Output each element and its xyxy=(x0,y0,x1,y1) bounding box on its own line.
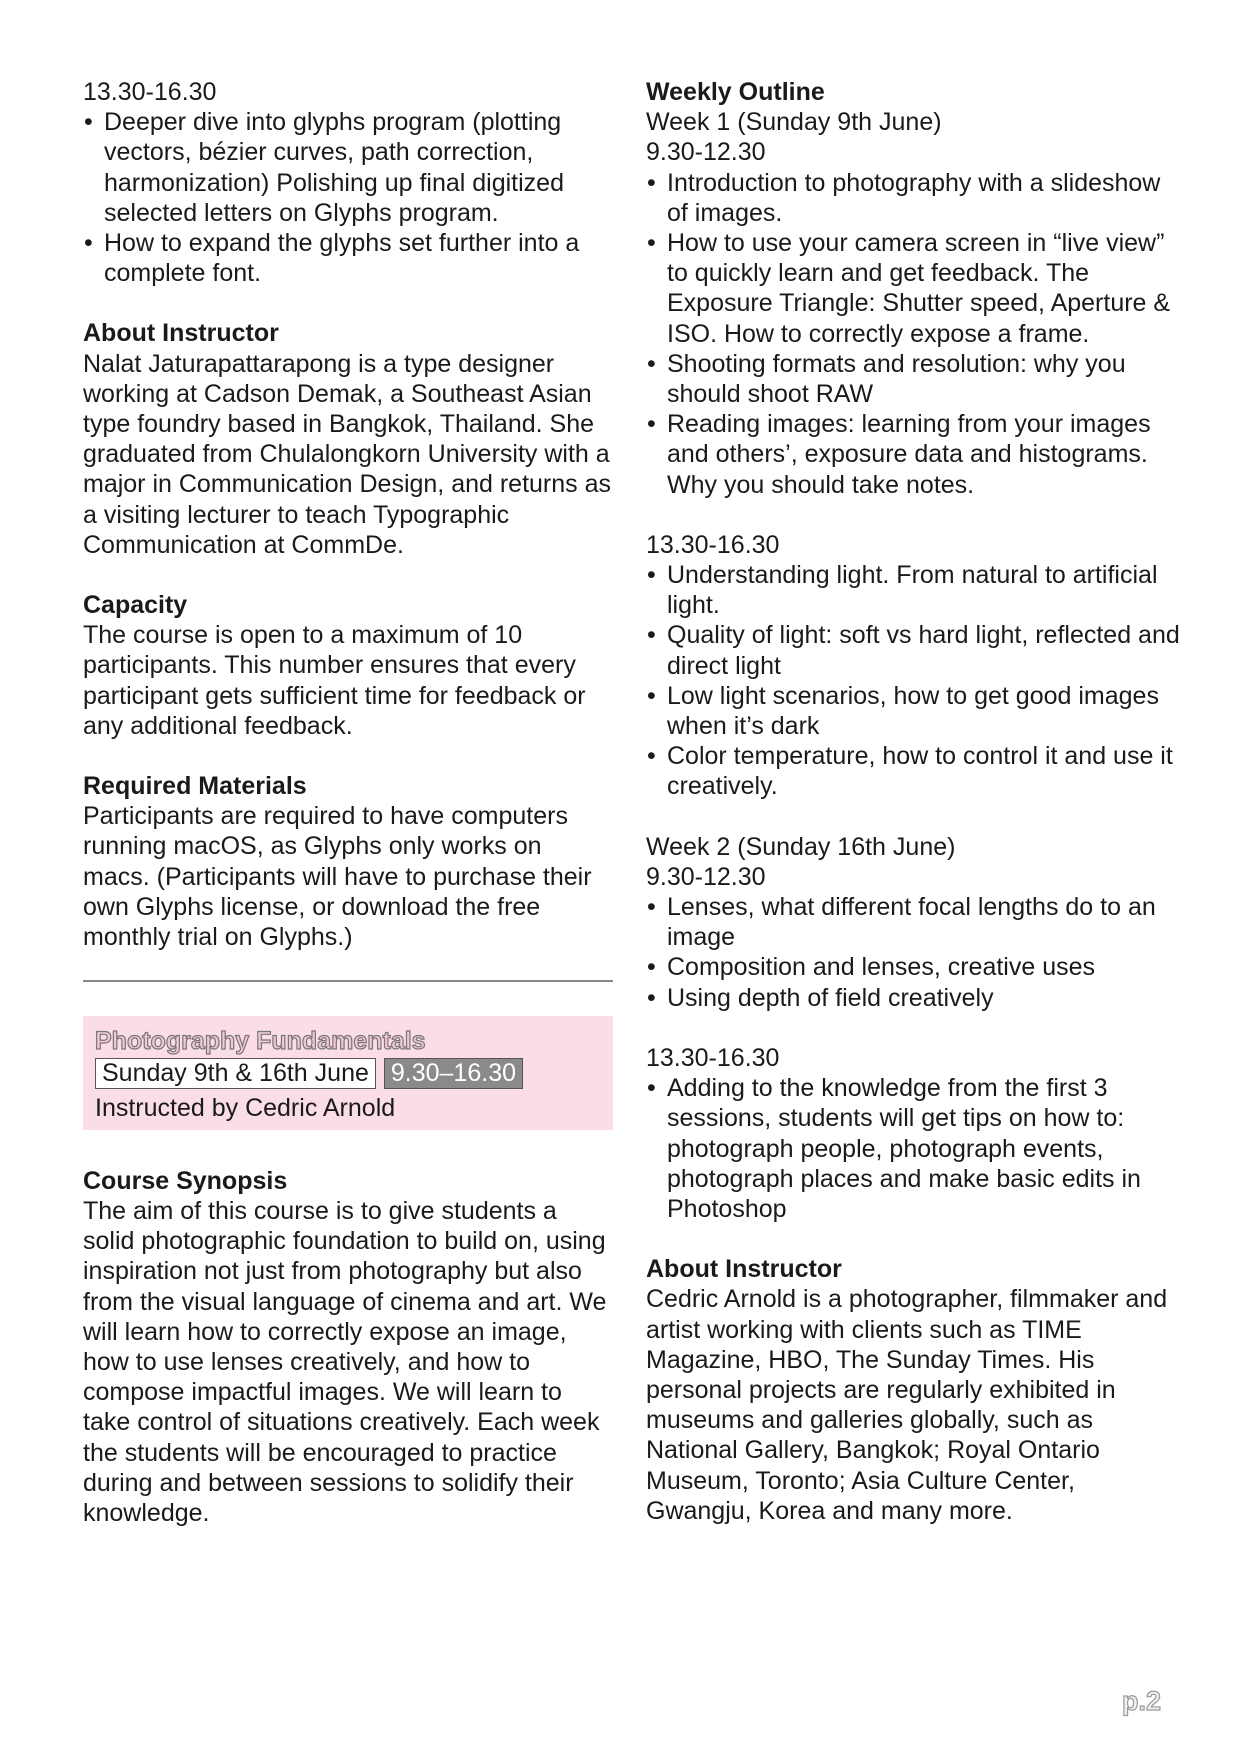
course-schedule xyxy=(95,1058,601,1089)
section-text: Participants are required to have computers running macOS, as Glyphs only works on macs. (Participants will have to purchase their own Glyphs license, or download the free monthly trial on Glyphs.) xyxy=(83,802,592,952)
list-item: • How to expand the glyphs set further into a complete font. xyxy=(83,228,613,288)
list-item: • Lenses, what different focal lengths do to an image xyxy=(646,892,1186,952)
week-title: Week 1 (Sunday 9th June) xyxy=(646,108,942,137)
list-item: • Understanding light. From natural to artificial light. xyxy=(646,560,1186,620)
instructor-line: Instructed by Cedric Arnold xyxy=(95,1094,396,1123)
section-text: Cedric Arnold is a photographer, filmmaker and artist working with clients such as TIME Magazine, HBO, The Sunday Times. His personal projects are regularly exhibited in museums and galleries globally, such as National Gallery, Bangkok; Royal Ontario Museum, Toronto; Asia Culture Center, Gwangju, Korea and many more. xyxy=(646,1285,1168,1525)
week1-afternoon-block xyxy=(646,530,1186,802)
session-list xyxy=(646,560,1186,802)
session-time: 9.30-12.30 xyxy=(646,862,766,891)
session-list xyxy=(646,168,1186,500)
list-item: • Quality of light: soft vs hard light, reflected and direct light xyxy=(646,620,1186,680)
section-text: The aim of this course is to give students a solid photographic foundation to build on, using inspiration not just from photography but also from the visual language of cinema and art. We will learn how to correctly expose an image, how to use lenses creatively, and how to compose impactful images. We will learn to take control of situations creatively. Each week the students will be encouraged to practice during and between sessions to solidify their knowledge. xyxy=(83,1196,607,1527)
right-column xyxy=(646,77,1186,1556)
course-title: Photography Fundamentals xyxy=(95,1027,426,1056)
list-item: • Low light scenarios, how to get good images when it’s dark xyxy=(646,681,1186,741)
week2-block xyxy=(646,832,1186,1013)
list-item: • Using depth of field creatively xyxy=(646,983,1186,1013)
capacity-section xyxy=(83,590,613,741)
time-badge: 9.30–16.30 xyxy=(384,1058,523,1089)
section-heading: Course Synopsis xyxy=(83,1166,288,1195)
section-text: Nalat Jaturapattarapong is a type designer working at Cadson Demak, a Southeast Asian type foundry based in Bangkok, Thailand. She graduated from Chulalongkorn University with a major in Communication Design, and returns as a visiting lecturer to teach Typographic Communication at CommDe. xyxy=(83,349,612,559)
left-column xyxy=(83,77,613,1558)
list-item: • Reading images: learning from your images and others’, exposure data and histograms. Why you should take notes. xyxy=(646,409,1186,500)
page-number: p.2 xyxy=(1122,1686,1162,1716)
session-list xyxy=(646,1073,1186,1224)
session-time: 13.30-16.30 xyxy=(646,1043,780,1072)
week-title: Week 2 (Sunday 16th June) xyxy=(646,832,956,861)
section-heading: Required Materials xyxy=(83,772,307,801)
list-item: • Deeper dive into glyphs program (plotting vectors, bézier curves, path correction, harmonization) Polishing up final digitized selected letters on Glyphs program. xyxy=(83,107,613,228)
week1-block xyxy=(646,77,1186,500)
outline-heading: Weekly Outline xyxy=(646,78,825,106)
about-instructor-section xyxy=(646,1254,1186,1526)
materials-section xyxy=(83,771,613,952)
section-text: The course is open to a maximum of 10 participants. This number ensures that every participant gets sufficient time for feedback or any additional feedback. xyxy=(83,621,586,740)
week2-afternoon-block xyxy=(646,1043,1186,1224)
section-heading: About Instructor xyxy=(646,1255,842,1284)
synopsis-section xyxy=(83,1166,613,1528)
list-item: • How to use your camera screen in “live view” to quickly learn and get feedback. The Exposure Triangle: Shutter speed, Aperture & ISO. How to correctly expose a frame. xyxy=(646,228,1186,349)
about-instructor-section xyxy=(83,318,613,560)
date-badge: Sunday 9th & 16th June xyxy=(95,1058,376,1089)
list-item: • Shooting formats and resolution: why you should shoot RAW xyxy=(646,349,1186,409)
list-item: • Color temperature, how to control it and use it creatively. xyxy=(646,741,1186,801)
divider xyxy=(83,980,613,982)
course-header-box xyxy=(83,1016,613,1129)
list-item: • Adding to the knowledge from the first 3 sessions, students will get tips on how to: photograph people, photograph events, photograph places and make basic edits in Photoshop xyxy=(646,1073,1186,1224)
session-time: 13.30-16.30 xyxy=(646,530,780,559)
session-time: 9.30-12.30 xyxy=(646,138,766,167)
list-item: • Introduction to photography with a slideshow of images. xyxy=(646,168,1186,228)
section-heading: About Instructor xyxy=(83,319,279,348)
session-block xyxy=(83,77,613,288)
session-list xyxy=(646,892,1186,1013)
session-time: 13.30-16.30 xyxy=(83,78,217,106)
section-heading: Capacity xyxy=(83,591,188,620)
list-item: • Composition and lenses, creative uses xyxy=(646,952,1186,982)
session-list xyxy=(83,107,613,288)
